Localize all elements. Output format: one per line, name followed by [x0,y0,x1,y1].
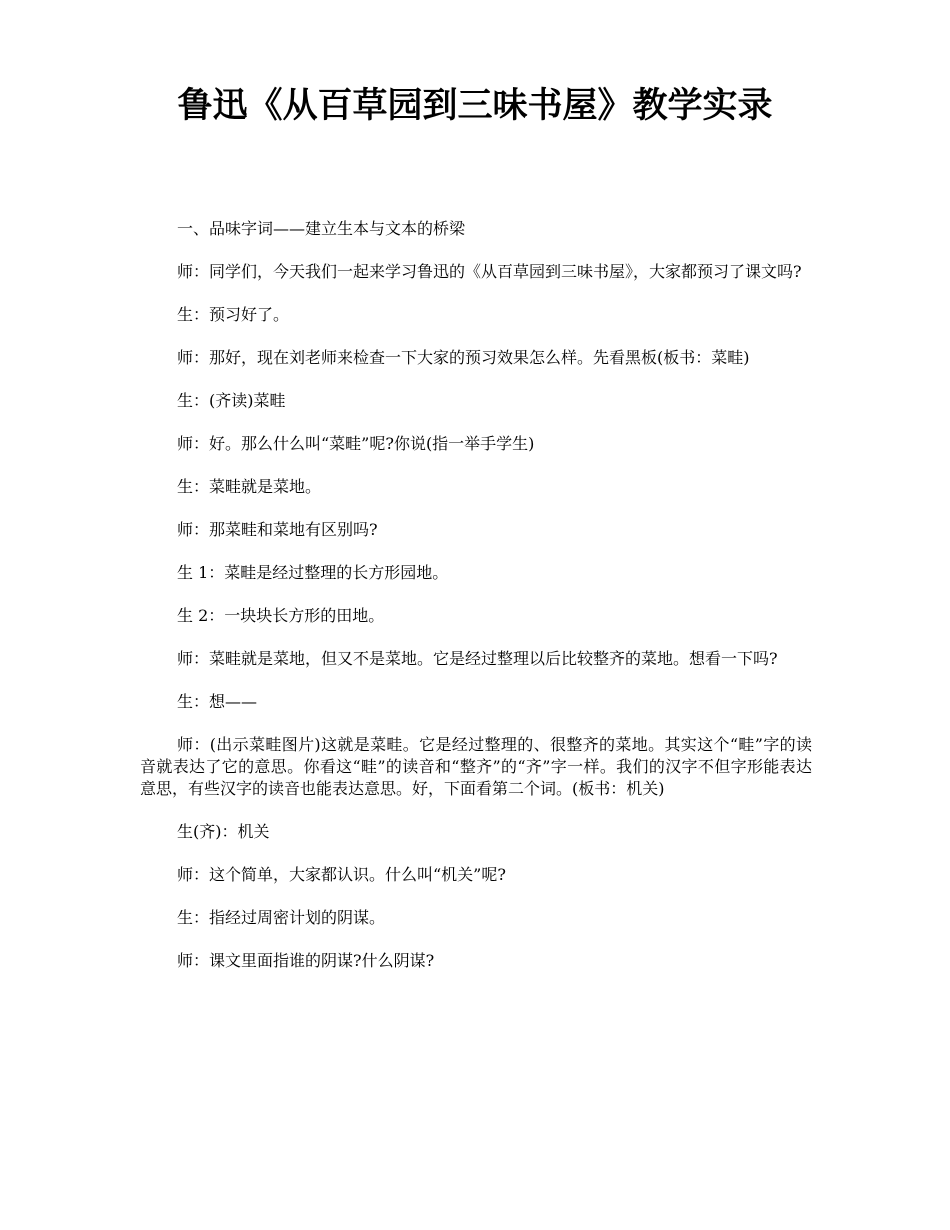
document-body [140,218,812,993]
document-title: 鲁迅《从百草园到三味书屋》教学实录 [177,85,773,126]
paragraph: 生 2：一块块长方形的田地。 [177,606,385,625]
paragraph: 师：同学们，今天我们一起来学习鲁迅的《从百草园到三味书屋》，大家都预习了课文吗? [177,262,802,281]
paragraph: 师：那菜畦和菜地有区别吗? [177,520,378,539]
paragraph: 师：那好，现在刘老师来检查一下大家的预习效果怎么样。先看黑板(板书：菜畦) [177,348,750,367]
paragraph: 生：预习好了。 [177,305,290,324]
paragraph: 一、品味字词——建立生本与文本的桥梁 [177,219,466,238]
paragraph: 师：好。那么什么叫“菜畦”呢?你说(指一举手学生) [177,434,535,453]
paragraph: 生 1：菜畦是经过整理的长方形园地。 [177,563,449,582]
paragraph: 生：(齐读)菜畦 [177,391,286,410]
paragraph: 师：这个简单，大家都认识。什么叫“机关”呢? [177,865,506,884]
paragraph: 生(齐)：机关 [177,822,270,841]
paragraph: 生：指经过周密计划的阴谋。 [177,908,386,927]
paragraph: 师：课文里面指谁的阴谋?什么阴谋? [177,951,435,970]
paragraph: 生：菜畦就是菜地。 [177,477,322,496]
paragraph: 师：(出示菜畦图片)这就是菜畦。它是经过整理的、很整齐的菜地。其实这个“畦”字的读音就表达了它的意思。你看这“畦”的读音和“整齐”的“齐”字一样。我们的汉字不但字形能表达意思，有些汉字的读音也能表达意思。好，下面看第二个词。(板书：机关) [140,735,812,798]
paragraph: 生：想—— [177,692,258,711]
paragraph: 师：菜畦就是菜地，但又不是菜地。它是经过整理以后比较整齐的菜地。想看一下吗? [177,649,778,668]
